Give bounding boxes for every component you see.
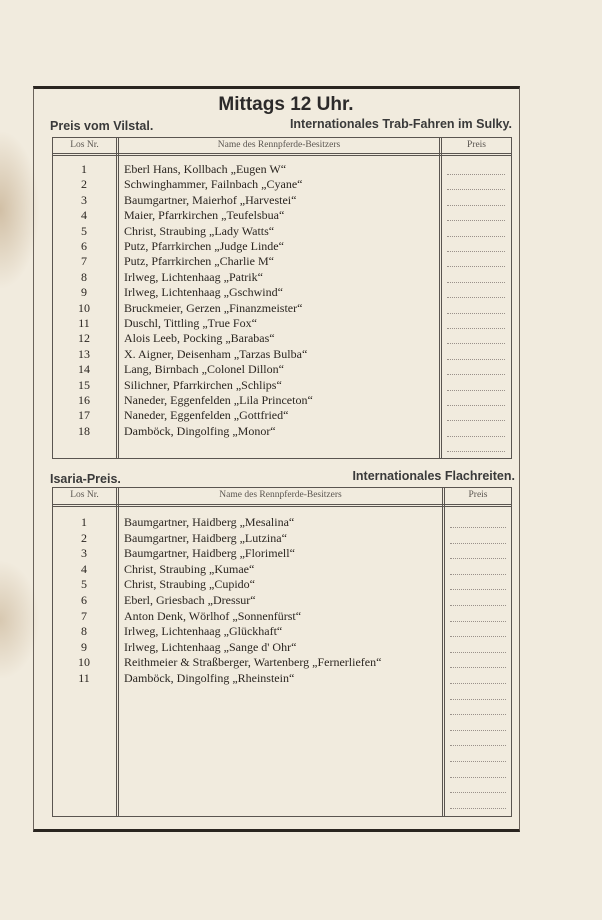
owner-horse-name: Irlweg, Lichtenhaag „Sange d' Ohr“ bbox=[124, 639, 297, 654]
table-row bbox=[53, 515, 511, 530]
preis-blank-line bbox=[450, 808, 506, 809]
table-row bbox=[53, 270, 511, 285]
preis-blank-line bbox=[450, 761, 506, 762]
table-row bbox=[53, 408, 511, 423]
los-nr: 16 bbox=[78, 393, 90, 407]
preis-blank-line bbox=[450, 558, 506, 559]
preis-blank-line bbox=[447, 436, 505, 437]
owner-horse-name: Christ, Straubing „Cupido“ bbox=[124, 577, 255, 592]
los-nr: 11 bbox=[78, 316, 90, 330]
preis-blank-line bbox=[447, 266, 505, 267]
preis-blank-line bbox=[450, 605, 506, 606]
race1-table bbox=[52, 137, 512, 459]
table-row bbox=[53, 424, 511, 439]
los-nr: 2 bbox=[81, 177, 87, 192]
los-nr: 9 bbox=[81, 639, 87, 654]
los-nr: 1 bbox=[81, 162, 87, 176]
preis-blank-line bbox=[450, 730, 506, 731]
los-nr: 17 bbox=[78, 408, 90, 423]
preis-blank-line bbox=[447, 420, 505, 421]
los-nr: 14 bbox=[78, 362, 90, 377]
owner-horse-name: Lang, Birnbach „Colonel Dillon“ bbox=[124, 362, 284, 377]
los-nr: 4 bbox=[81, 561, 87, 576]
race2-event: Internationales Flachreiten. bbox=[352, 469, 515, 483]
preis-blank-line bbox=[447, 374, 505, 375]
table-row bbox=[53, 254, 511, 269]
preis-blank-line bbox=[447, 343, 505, 344]
owner-horse-name: Eberl Hans, Kollbach „Eugen W“ bbox=[124, 162, 287, 176]
los-nr: 9 bbox=[81, 285, 87, 300]
race-time-heading: Mittags 12 Uhr. bbox=[218, 94, 354, 115]
table-row bbox=[53, 177, 511, 192]
owner-horse-name: Naneder, Eggenfelden „Gottfried“ bbox=[124, 408, 289, 423]
preis-blank-line bbox=[447, 313, 505, 314]
preis-blank-line bbox=[447, 189, 505, 190]
preis-blank-line bbox=[447, 405, 505, 406]
table-row bbox=[53, 655, 511, 670]
col-header-nr: Los Nr. bbox=[70, 140, 99, 150]
preis-blank-line bbox=[450, 589, 506, 590]
table-row bbox=[53, 640, 511, 655]
table-row bbox=[53, 208, 511, 223]
preis-blank-line bbox=[450, 699, 506, 700]
los-nr: 6 bbox=[81, 593, 87, 607]
race1-prize: Preis vom Vilstal. bbox=[50, 119, 154, 133]
preis-blank-line bbox=[450, 621, 506, 622]
preis-blank-line bbox=[447, 174, 505, 175]
owner-horse-name: Duschl, Tittling „True Fox“ bbox=[124, 316, 257, 330]
table-row bbox=[53, 378, 511, 393]
race1-event: Internationales Trab-Fahren im Sulky. bbox=[289, 117, 512, 131]
table-row bbox=[53, 193, 511, 208]
table-row bbox=[53, 362, 511, 377]
owner-horse-name: Baumgartner, Haidberg „Mesalina“ bbox=[124, 515, 295, 529]
owner-horse-name: Bruckmeier, Gerzen „Finanzmeister“ bbox=[124, 300, 303, 315]
los-nr: 8 bbox=[81, 269, 87, 284]
col-header-nr: Los Nr. bbox=[70, 490, 99, 500]
preis-blank-line bbox=[450, 527, 506, 528]
table-row bbox=[53, 562, 511, 577]
los-nr: 18 bbox=[78, 423, 90, 438]
owner-horse-name: Christ, Straubing „Lady Watts“ bbox=[124, 223, 275, 238]
los-nr: 15 bbox=[78, 377, 90, 392]
table-row bbox=[53, 671, 511, 686]
los-nr: 2 bbox=[81, 530, 87, 545]
preis-blank-line bbox=[450, 683, 506, 684]
preis-blank-line bbox=[447, 282, 505, 283]
preis-blank-line bbox=[450, 777, 506, 778]
owner-horse-name: X. Aigner, Deisenham „Tarzas Bulba“ bbox=[124, 346, 308, 361]
preis-blank-line bbox=[447, 297, 505, 298]
los-nr: 1 bbox=[81, 515, 87, 529]
table-row bbox=[53, 531, 511, 546]
owner-horse-name: Putz, Pfarrkirchen „Judge Linde“ bbox=[124, 239, 284, 253]
table-row bbox=[53, 301, 511, 316]
table-row bbox=[53, 239, 511, 254]
owner-horse-name: Damböck, Dingolfing „Rheinstein“ bbox=[124, 671, 295, 685]
los-nr: 7 bbox=[81, 608, 87, 623]
preis-blank-line bbox=[447, 359, 505, 360]
owner-horse-name: Christ, Straubing „Kumae“ bbox=[124, 561, 255, 576]
preis-blank-line bbox=[447, 236, 505, 237]
owner-horse-name: Baumgartner, Haidberg „Lutzina“ bbox=[124, 530, 287, 545]
owner-horse-name: Irlweg, Lichtenhaag „Glückhaft“ bbox=[124, 624, 283, 639]
col-header-name: Name des Rennpferde-Besitzers bbox=[219, 490, 342, 500]
table-row bbox=[53, 577, 511, 592]
owner-horse-name: Schwinghammer, Failnbach „Cyane“ bbox=[124, 177, 303, 192]
owner-horse-name: Reithmeier & Straßberger, Wartenberg „Fernerliefen“ bbox=[124, 655, 382, 670]
owner-horse-name: Baumgartner, Haidberg „Florimell“ bbox=[124, 546, 295, 561]
race2-prize: Isaria-Preis. bbox=[50, 472, 121, 486]
los-nr: 6 bbox=[81, 239, 87, 253]
owner-horse-name: Alois Leeb, Pocking „Barabas“ bbox=[124, 331, 275, 346]
col-header-preis: Preis bbox=[468, 490, 488, 500]
table-row bbox=[53, 624, 511, 639]
table-row bbox=[53, 224, 511, 239]
los-nr: 12 bbox=[78, 331, 90, 346]
owner-horse-name: Baumgartner, Maierhof „Harvestei“ bbox=[124, 192, 297, 207]
preis-blank-line bbox=[447, 328, 505, 329]
los-nr: 5 bbox=[81, 223, 87, 238]
table-row bbox=[53, 347, 511, 362]
owner-horse-name: Naneder, Eggenfelden „Lila Princeton“ bbox=[124, 393, 313, 407]
table-row bbox=[53, 609, 511, 624]
los-nr: 3 bbox=[81, 546, 87, 561]
col-header-preis: Preis bbox=[467, 140, 486, 150]
preis-blank-line bbox=[450, 745, 506, 746]
preis-blank-line bbox=[450, 636, 506, 637]
owner-horse-name: Irlweg, Lichtenhaag „Patrik“ bbox=[124, 269, 263, 284]
preis-blank-line bbox=[450, 792, 506, 793]
owner-horse-name: Anton Denk, Wörlhof „Sonnenfürst“ bbox=[124, 608, 302, 623]
los-nr: 10 bbox=[78, 300, 90, 315]
los-nr: 13 bbox=[78, 346, 90, 361]
col-header-name: Name des Rennpferde-Besitzers bbox=[217, 140, 341, 150]
table-row bbox=[53, 546, 511, 561]
table-row bbox=[53, 316, 511, 331]
los-nr: 7 bbox=[81, 254, 87, 269]
los-nr: 8 bbox=[81, 624, 87, 639]
preis-blank-line bbox=[447, 220, 505, 221]
owner-horse-name: Eberl, Griesbach „Dressur“ bbox=[124, 593, 256, 607]
table-row bbox=[53, 285, 511, 300]
preis-blank-line bbox=[450, 543, 506, 544]
owner-horse-name: Putz, Pfarrkirchen „Charlie M“ bbox=[124, 254, 274, 269]
preis-blank-line bbox=[447, 451, 505, 452]
los-nr: 5 bbox=[81, 577, 87, 592]
los-nr: 4 bbox=[81, 208, 87, 223]
preis-blank-line bbox=[447, 205, 505, 206]
table-row bbox=[53, 593, 511, 608]
table-row bbox=[53, 393, 511, 408]
owner-horse-name: Silichner, Pfarrkirchen „Schlips“ bbox=[124, 377, 282, 392]
los-nr: 11 bbox=[78, 671, 90, 685]
preis-blank-line bbox=[447, 390, 505, 391]
table-row bbox=[53, 162, 511, 177]
owner-horse-name: Maier, Pfarrkirchen „Teufelsbua“ bbox=[124, 208, 285, 223]
preis-blank-line bbox=[450, 714, 506, 715]
los-nr: 10 bbox=[78, 655, 90, 670]
preis-blank-line bbox=[447, 251, 505, 252]
race2-table bbox=[52, 487, 512, 817]
preis-blank-line bbox=[450, 667, 506, 668]
owner-horse-name: Damböck, Dingolfing „Monor“ bbox=[124, 423, 276, 438]
los-nr: 3 bbox=[81, 192, 87, 207]
preis-blank-line bbox=[450, 652, 506, 653]
owner-horse-name: Irlweg, Lichtenhaag „Gschwind“ bbox=[124, 285, 283, 300]
preis-blank-line bbox=[450, 574, 506, 575]
table-row bbox=[53, 331, 511, 346]
